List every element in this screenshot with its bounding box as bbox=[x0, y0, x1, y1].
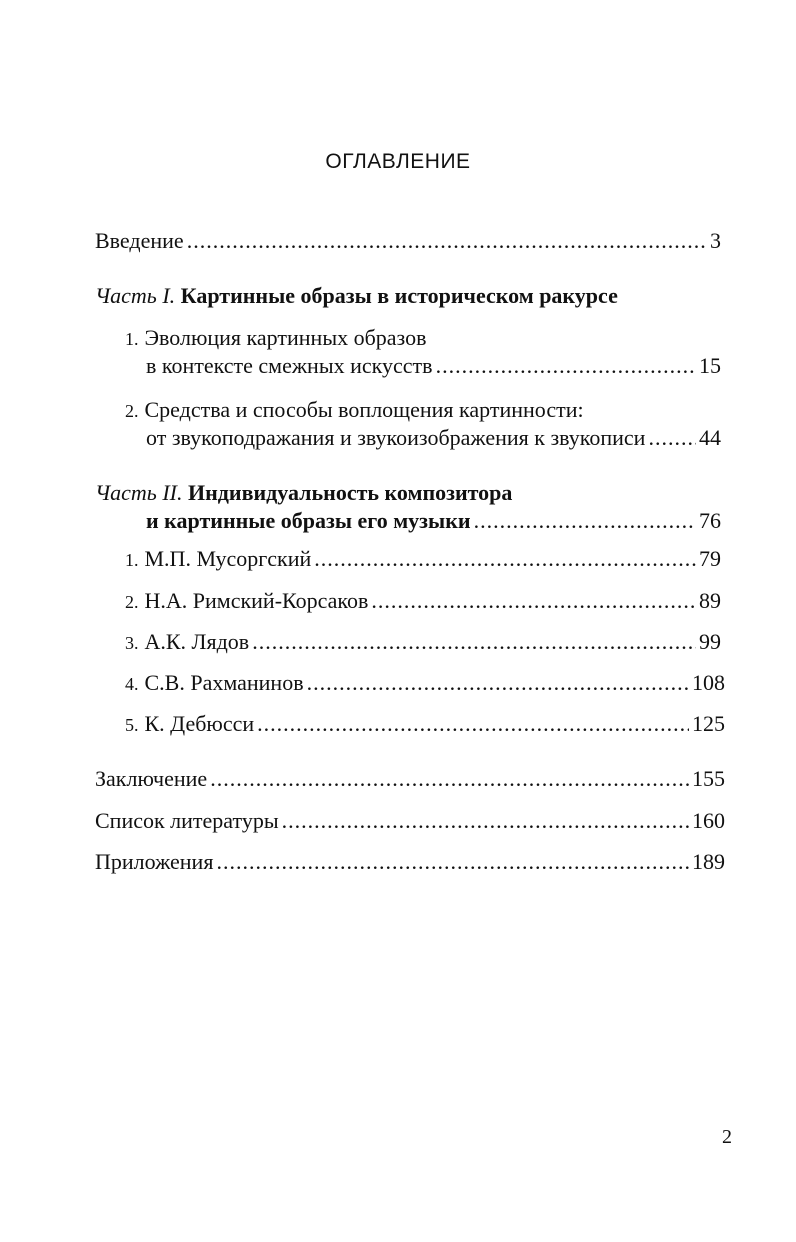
part-title: Картинные образы в историческом ракурсе bbox=[180, 283, 618, 308]
dot-leader bbox=[257, 711, 689, 737]
part-2-heading-line2[interactable] bbox=[146, 508, 721, 534]
dot-leader bbox=[314, 546, 696, 572]
entry-number: 2. bbox=[125, 592, 139, 612]
entry-page: 44 bbox=[699, 425, 721, 450]
entry-number: 1. bbox=[125, 550, 139, 570]
toc-entry-bibliography[interactable] bbox=[95, 808, 725, 834]
entry-page: 99 bbox=[699, 629, 721, 654]
dot-leader bbox=[436, 353, 696, 379]
toc-entry-2-1[interactable] bbox=[125, 546, 721, 572]
entry-label: Эволюция картинных образов bbox=[144, 325, 427, 350]
part-title: Индивидуальность композитора bbox=[187, 480, 513, 505]
entry-label: Заключение bbox=[95, 766, 208, 791]
entry-label: Н.А. Римский-Корсаков bbox=[144, 588, 369, 613]
toc-entry-1-2-line2[interactable] bbox=[146, 425, 721, 451]
dot-leader bbox=[371, 588, 696, 614]
toc-entry-conclusion[interactable] bbox=[95, 766, 725, 792]
toc-entry-2-5[interactable] bbox=[125, 711, 725, 737]
entry-label: А.К. Лядов bbox=[144, 629, 250, 654]
toc-entry-1-1-line1[interactable] bbox=[125, 325, 427, 351]
toc-entry-2-2[interactable] bbox=[125, 588, 721, 614]
part-title-continued: и картинные образы его музыки bbox=[146, 508, 471, 533]
entry-label: Приложения bbox=[95, 849, 214, 874]
dot-leader bbox=[252, 629, 696, 655]
toc-entry-1-2-line1[interactable] bbox=[125, 397, 584, 423]
entry-label: К. Дебюсси bbox=[144, 711, 255, 736]
toc-entry-2-4[interactable] bbox=[125, 670, 725, 696]
part-prefix: Часть II. bbox=[95, 480, 183, 505]
entry-label: С.В. Рахманинов bbox=[144, 670, 304, 695]
dot-leader bbox=[282, 808, 689, 834]
entry-number: 1. bbox=[125, 329, 139, 349]
dot-leader bbox=[474, 508, 696, 534]
toc-entry-2-3[interactable] bbox=[125, 629, 721, 655]
dot-leader bbox=[210, 766, 689, 792]
entry-label: М.П. Мусоргский bbox=[144, 546, 312, 571]
dot-leader bbox=[187, 228, 707, 254]
entry-label: Список литературы bbox=[95, 808, 279, 833]
entry-page: 89 bbox=[699, 588, 721, 613]
page-title: ОГЛАВЛЕНИЕ bbox=[325, 150, 471, 173]
entry-label: от звукоподражания и звукоизображения к звукописи bbox=[146, 425, 646, 450]
entry-number: 2. bbox=[125, 401, 139, 421]
entry-number: 3. bbox=[125, 633, 139, 653]
dot-leader bbox=[307, 670, 689, 696]
part-2-heading bbox=[95, 480, 512, 506]
entry-page: 155 bbox=[692, 766, 725, 791]
entry-page: 15 bbox=[699, 353, 721, 378]
toc-entry-intro[interactable] bbox=[95, 228, 721, 254]
entry-label: Средства и способы воплощения картинности: bbox=[144, 397, 584, 422]
entry-number: 4. bbox=[125, 674, 139, 694]
dot-leader bbox=[648, 425, 696, 451]
entry-page: 160 bbox=[692, 808, 725, 833]
entry-label: в контексте смежных искусств bbox=[146, 353, 433, 378]
entry-page: 3 bbox=[710, 228, 721, 253]
entry-page: 125 bbox=[692, 711, 725, 736]
entry-page: 79 bbox=[699, 546, 721, 571]
entry-page: 76 bbox=[699, 508, 721, 533]
entry-label: Введение bbox=[95, 228, 184, 253]
entry-number: 5. bbox=[125, 715, 139, 735]
entry-page: 108 bbox=[692, 670, 725, 695]
part-prefix: Часть I. bbox=[95, 283, 176, 308]
dot-leader bbox=[216, 849, 689, 875]
entry-page: 189 bbox=[692, 849, 725, 874]
toc-entry-1-1-line2[interactable] bbox=[146, 353, 721, 379]
page-number: 2 bbox=[722, 1126, 732, 1148]
toc-entry-appendices[interactable] bbox=[95, 849, 725, 875]
part-1-heading bbox=[95, 283, 618, 309]
